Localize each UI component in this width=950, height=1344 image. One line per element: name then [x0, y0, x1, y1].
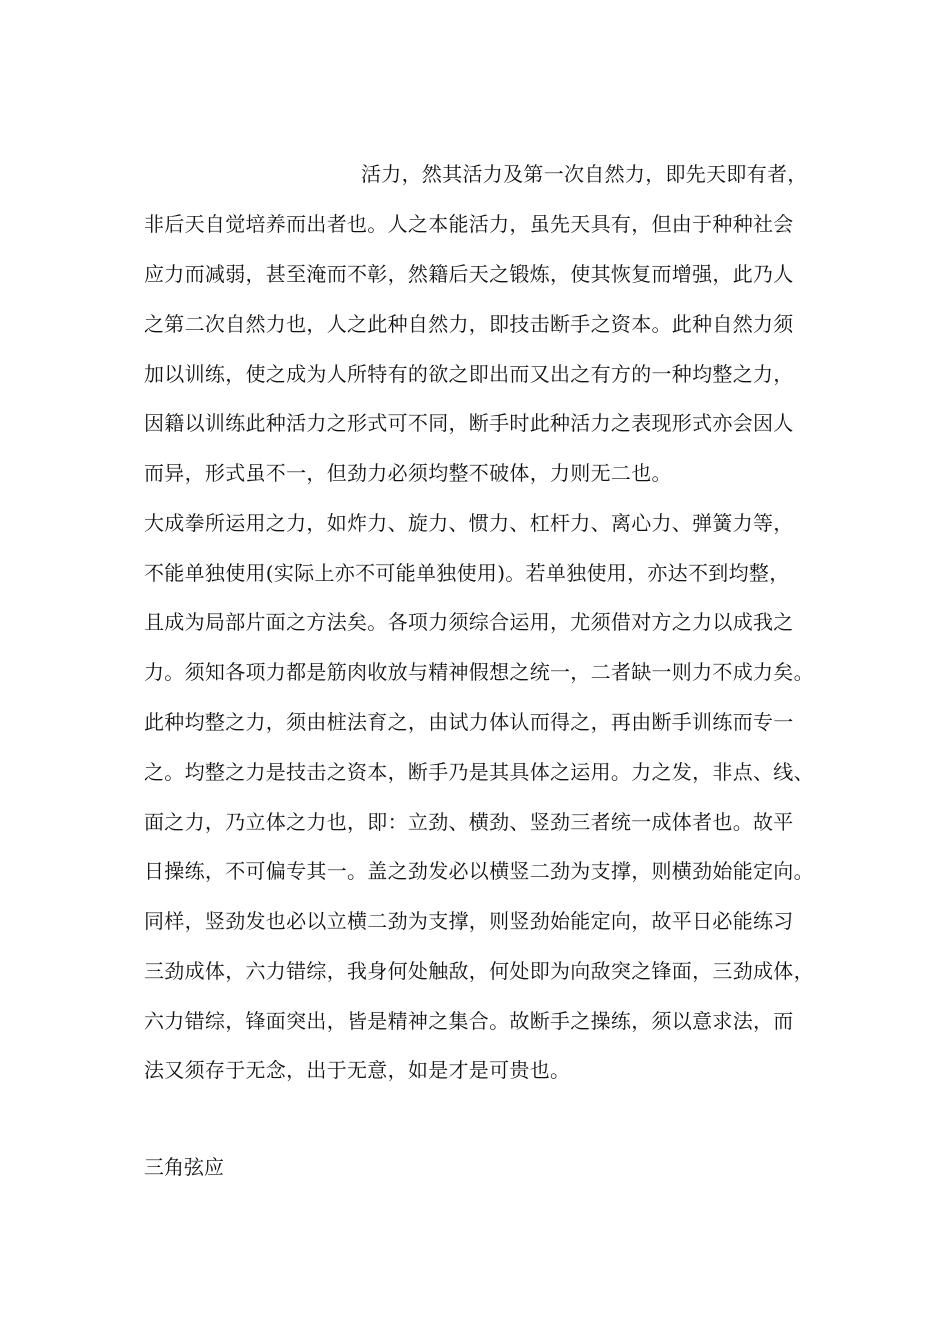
paragraph-2-line-10: 三劲成体，六力错综，我身何处触敌，何处即为向敌突之锋面，三劲成体，	[144, 959, 814, 983]
paragraph-1-line-3: 应力而减弱，甚至淹而不彰，然籍后天之锻炼，使其恢复而增强，此乃人	[144, 262, 794, 286]
paragraph-1-line-4: 之第二次自然力也，人之此种自然力，即技击断手之资本。此种自然力须	[144, 312, 794, 336]
paragraph-2-line-6: 之。均整之力是技击之资本，断手乃是其具体之运用。力之发，非点、线、	[144, 760, 814, 784]
paragraph-2-line-7: 面之力，乃立体之力也，即：立劲、横劲、竖劲三者统一成体者也。故平	[144, 810, 794, 834]
paragraph-2-line-3: 且成为局部片面之方法矣。各项力须综合运用，尤须借对方之力以成我之	[144, 610, 794, 634]
paragraph-2-line-2: 不能单独使用(实际上亦不可能单独使用)。若单独使用，亦达不到均整，	[144, 561, 790, 585]
paragraph-2-line-4: 力。须知各项力都是筋肉收放与精神假想之统一，二者缺一则力不成力矣。	[144, 660, 814, 684]
section-heading: 三角弦应	[144, 1155, 224, 1179]
paragraph-1-line-5: 加以训练，使之成为人所特有的欲之即出而又出之有方的一种均整之力，	[144, 362, 794, 386]
paragraph-2-line-5: 此种均整之力，须由桩法育之，由试力体认而得之，再由断手训练而专一	[144, 710, 794, 734]
paragraph-1-line-6: 因籍以训练此种活力之形式可不同，断手时此种活力之表现形式亦会因人	[144, 411, 794, 435]
paragraph-2-line-8: 日操练，不可偏专其一。盖之劲发必以横竖二劲为支撑，则横劲始能定向。	[144, 859, 814, 883]
paragraph-2-line-9: 同样，竖劲发也必以立横二劲为支撑，则竖劲始能定向，故平日必能练习	[144, 909, 794, 933]
paragraph-1-line-7: 而异，形式虽不一，但劲力必须均整不破体，力则无二也。	[144, 461, 672, 485]
paragraph-2-line-11: 六力错综，锋面突出，皆是精神之集合。故断手之操练，须以意求法，而	[144, 1009, 794, 1033]
paragraph-1-line-2: 非后天自觉培养而出者也。人之本能活力，虽先天具有，但由于种种社会	[144, 212, 794, 236]
paragraph-2-line-1: 大成拳所运用之力，如炸力、旋力、惯力、杠杆力、离心力、弹簧力等，	[144, 511, 794, 535]
paragraph-2-line-12: 法又须存于无念，出于无意，如是才是可贵也。	[144, 1058, 571, 1082]
paragraph-1-line-1: 活力，然其活力及第一次自然力，即先天即有者，	[361, 162, 808, 186]
